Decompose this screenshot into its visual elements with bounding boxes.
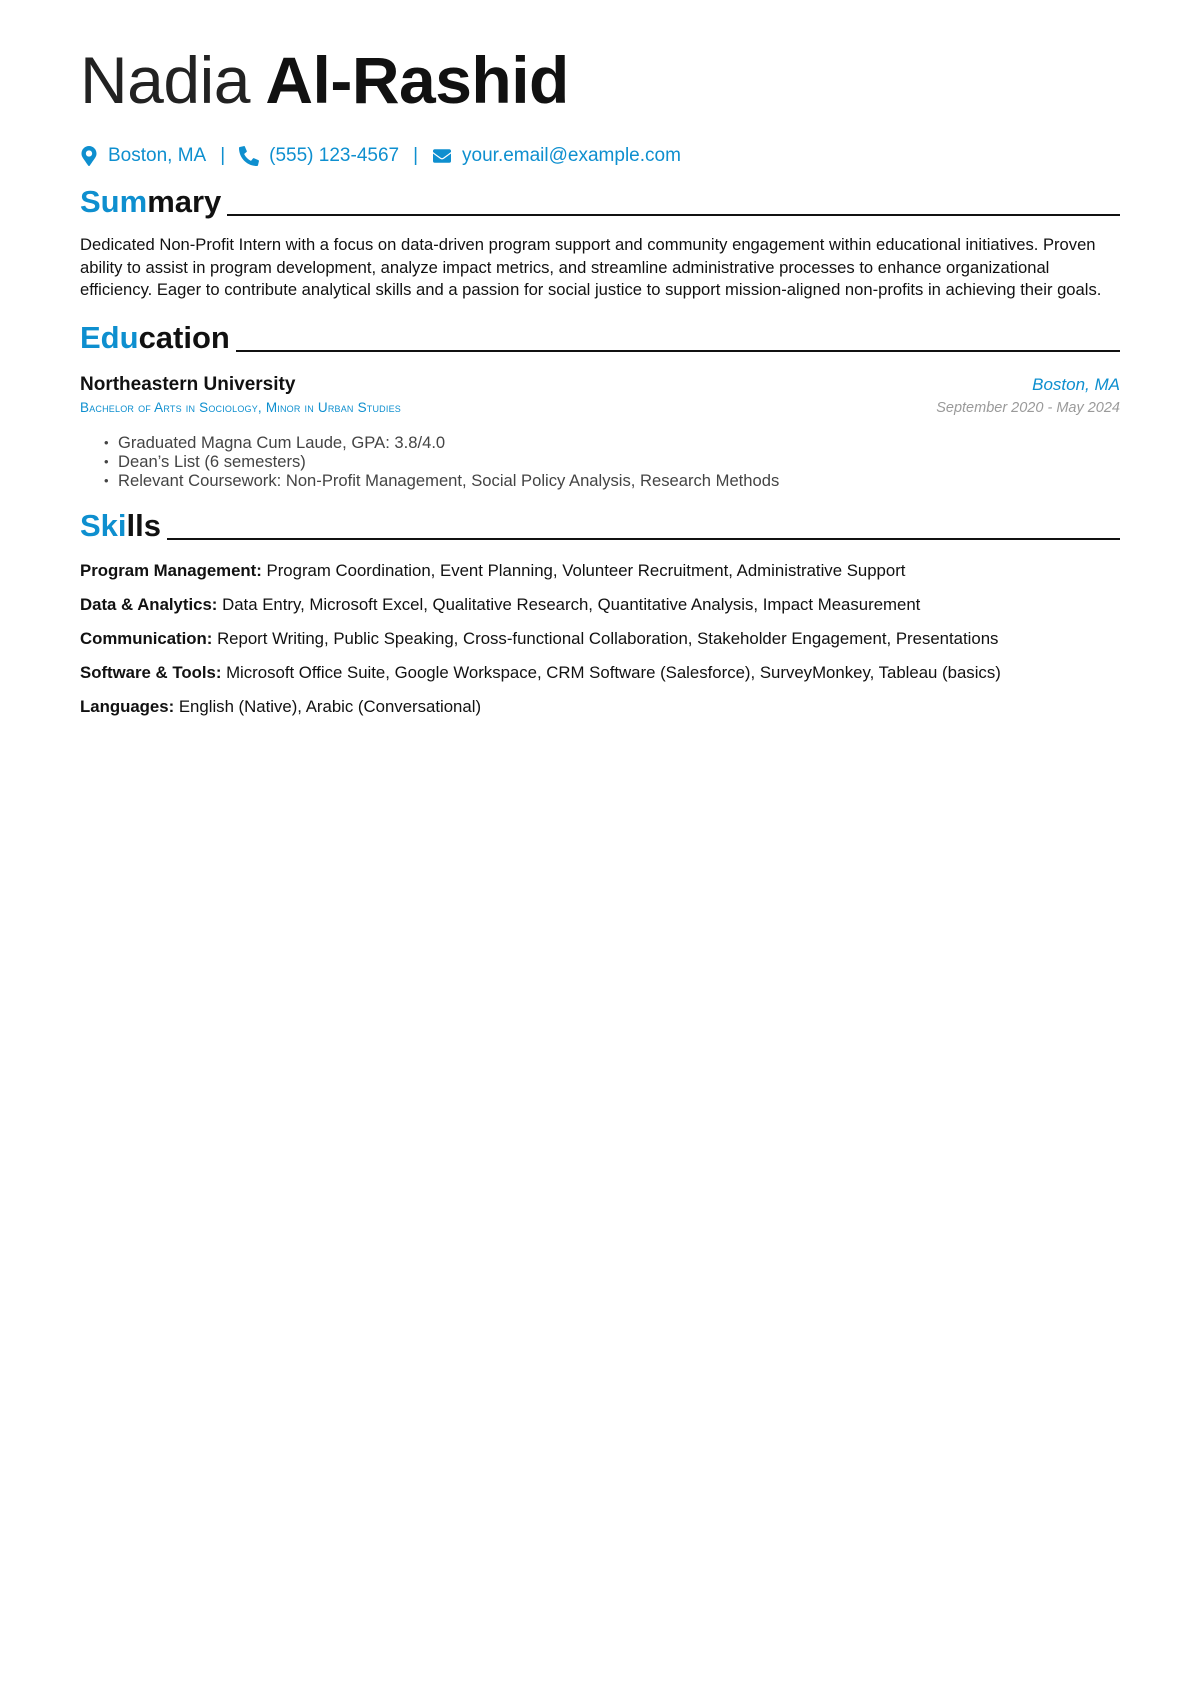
section-rule bbox=[227, 214, 1120, 216]
section-title: Skills bbox=[80, 507, 161, 543]
resume-page bbox=[80, 40, 1120, 730]
education-entry-subheader bbox=[80, 399, 1120, 417]
last-name: Al-Rashid bbox=[265, 43, 569, 117]
skill-row bbox=[80, 662, 1120, 684]
skill-label: Program Management: bbox=[80, 560, 262, 580]
list-item: • Dean’s List (6 semesters) bbox=[104, 452, 1120, 471]
skill-label: Software & Tools: bbox=[80, 662, 222, 682]
phone-icon bbox=[239, 146, 259, 166]
location-text: Boston, MA bbox=[108, 145, 207, 166]
education-dates: September 2020 - May 2024 bbox=[936, 399, 1120, 416]
email-text: your.email@example.com bbox=[462, 145, 681, 166]
skill-value: Program Coordination, Event Planning, Volunteer Recruitment, Administrative Support bbox=[266, 560, 906, 580]
skill-label: Data & Analytics: bbox=[80, 594, 218, 614]
contact-line bbox=[80, 144, 1120, 168]
school-name: Northeastern University bbox=[80, 373, 296, 395]
education-bullets bbox=[80, 433, 1120, 490]
section-title: Education bbox=[80, 319, 230, 355]
envelope-icon bbox=[432, 147, 452, 165]
contact-separator: | bbox=[413, 145, 419, 166]
skill-row bbox=[80, 560, 1120, 582]
education-entry-header bbox=[80, 374, 1120, 396]
phone-text: (555) 123-4567 bbox=[269, 145, 400, 166]
skill-value: Data Entry, Microsoft Excel, Qualitative Research, Quantitative Analysis, Impact Measurement bbox=[222, 594, 921, 614]
list-item: • Graduated Magna Cum Laude, GPA: 3.8/4.0 bbox=[104, 433, 1120, 452]
skill-value: Report Writing, Public Speaking, Cross-functional Collaboration, Stakeholder Engagement, Presentations bbox=[217, 628, 999, 648]
skill-row bbox=[80, 594, 1120, 616]
skill-value: Microsoft Office Suite, Google Workspace, CRM Software (Salesforce), SurveyMonkey, Tableau (basics) bbox=[226, 662, 1001, 682]
education-heading bbox=[80, 316, 1120, 356]
skills-list bbox=[80, 560, 1120, 718]
section-rule bbox=[236, 350, 1120, 352]
section-rule bbox=[167, 538, 1120, 540]
skill-row bbox=[80, 696, 1120, 718]
contact-phone[interactable] bbox=[239, 145, 399, 167]
degree: Bachelor of Arts in Sociology, Minor in Urban Studies bbox=[80, 399, 401, 415]
skill-row bbox=[80, 628, 1120, 650]
skills-heading bbox=[80, 504, 1120, 544]
skill-label: Languages: bbox=[80, 696, 175, 716]
candidate-name bbox=[80, 40, 1120, 120]
map-marker-icon bbox=[80, 146, 98, 166]
skill-label: Communication: bbox=[80, 628, 213, 648]
summary-text: Dedicated Non-Profit Intern with a focus on data-driven program support and community engagement within educational initiatives. Proven ability to assist in program development, analyze impact metrics, and streamline administrative processes to enhance organizational efficiency. Eager to contribute analytical skills and a passion for social justice to support mission-aligned non-profits in achieving their goals. bbox=[80, 235, 1102, 299]
school-location: Boston, MA bbox=[1032, 374, 1120, 394]
first-name: Nadia bbox=[80, 43, 250, 117]
list-item: • Relevant Coursework: Non-Profit Management, Social Policy Analysis, Research Methods bbox=[104, 471, 1120, 490]
skill-value: English (Native), Arabic (Conversational) bbox=[178, 696, 482, 716]
contact-email[interactable] bbox=[432, 145, 681, 167]
summary-heading bbox=[80, 180, 1120, 220]
contact-separator: | bbox=[220, 145, 226, 166]
contact-location bbox=[80, 145, 206, 167]
section-title: Summary bbox=[80, 184, 222, 219]
